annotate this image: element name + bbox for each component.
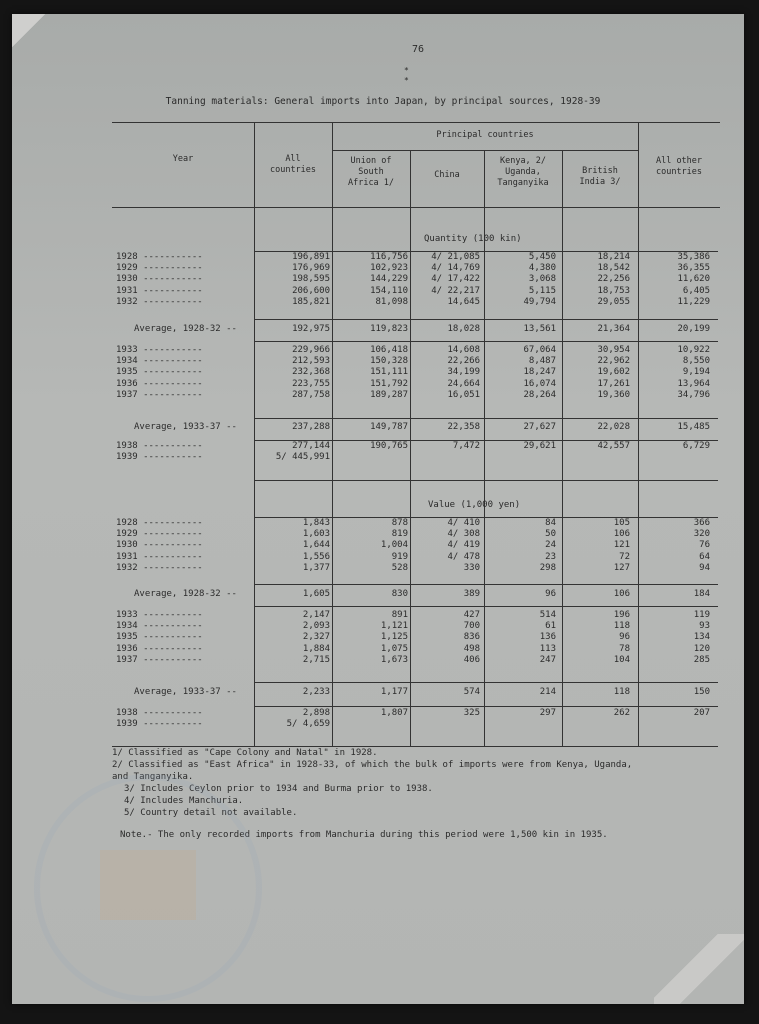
cell-column-other: 10,922 8,550 9,194 13,964 34,796 [677, 345, 710, 400]
average-kenya: 13,561 [523, 324, 556, 334]
cell-column-kenya: 5,450 4,380 3,068 5,115 49,794 [523, 252, 556, 307]
year-labels: 1933 ----------- 1934 ----------- 1935 ----------- 1936 ----------- 1937 ----------- [116, 610, 203, 665]
cell-column-all: 229,966 212,593 232,368 223,755 287,758 [292, 345, 330, 400]
cell-column-india: 196 118 96 78 104 [613, 610, 630, 665]
rule [410, 150, 411, 746]
ribbon-decoration [12, 14, 82, 54]
mark: * [404, 76, 409, 85]
average-india: 22,028 [597, 422, 630, 432]
cell-column-other: 119 93 134 120 285 [693, 610, 710, 665]
rule [254, 584, 718, 585]
cell-column-all: 2,898 5/ 4,659 [286, 708, 330, 730]
cell-column-union: 116,756 102,923 144,229 154,110 81,098 [370, 252, 408, 307]
mark: * [404, 66, 409, 75]
rule [562, 150, 563, 746]
average-all: 2,233 [302, 687, 330, 697]
cell-column-union: 190,765 [370, 441, 408, 451]
cell-column-kenya: 84 50 24 23 298 [539, 518, 556, 573]
cell-column-china: 7,472 [452, 441, 480, 451]
cell-column-china: 4/ 21,085 4/ 14,769 4/ 17,422 4/ 22,217 14,645 [431, 252, 480, 307]
footnote: and Tanganyika. [112, 772, 194, 782]
rule [112, 207, 720, 208]
rule [254, 122, 255, 746]
section-value: Value (1,000 yen) [428, 500, 521, 510]
footnote: 3/ Includes Ceylon prior to 1934 and Burma prior to 1938. [124, 784, 433, 794]
cell-column-all: 196,891 176,969 198,595 206,600 185,821 [292, 252, 330, 307]
average-china: 18,028 [447, 324, 480, 334]
year-labels: 1928 ----------- 1929 ----------- 1930 ----------- 1931 ----------- 1932 ----------- [116, 252, 203, 307]
year-labels: 1938 ----------- 1939 ----------- [116, 441, 203, 463]
footnote: 1/ Classified as "Cape Colony and Natal" in 1928. [112, 748, 378, 758]
average-all: 192,975 [292, 324, 330, 334]
cell-column-other: 35,386 36,355 11,620 6,405 11,229 [677, 252, 710, 307]
cell-column-all: 277,144 5/ 445,991 [275, 441, 330, 463]
average-other: 184 [693, 589, 710, 599]
seal-building-icon [100, 850, 196, 920]
average-all: 237,288 [292, 422, 330, 432]
average-kenya: 96 [545, 589, 556, 599]
cell-column-india: 30,954 22,962 19,602 17,261 19,360 [597, 345, 630, 400]
header-all-other: All other countries [655, 156, 703, 177]
average-union: 149,787 [370, 422, 408, 432]
rule [332, 150, 638, 151]
document-page [12, 14, 744, 1004]
cell-column-union: 891 1,121 1,125 1,075 1,673 [380, 610, 408, 665]
year-labels: 1928 ----------- 1929 ----------- 1930 ----------- 1931 ----------- 1932 ----------- [116, 518, 203, 573]
rule [254, 319, 718, 320]
average-label: Average, 1928-32 -- [134, 324, 237, 334]
rule [254, 606, 718, 607]
average-label: Average, 1928-32 -- [134, 589, 237, 599]
header-year: Year [172, 154, 194, 164]
cell-column-kenya: 67,064 8,487 18,247 16,074 28,264 [523, 345, 556, 400]
average-label: Average, 1933-37 -- [134, 687, 237, 697]
cell-column-union: 106,418 150,328 151,111 151,792 189,287 [370, 345, 408, 400]
table-title: Tanning materials: General imports into Japan, by principal sources, 1928-39 [165, 96, 601, 107]
year-labels: 1938 ----------- 1939 ----------- [116, 708, 203, 730]
cell-column-india: 262 [613, 708, 630, 718]
rule [332, 122, 333, 746]
average-kenya: 214 [539, 687, 556, 697]
cell-column-china: 4/ 410 4/ 308 4/ 419 4/ 478 330 [447, 518, 480, 573]
cell-column-union: 1,807 [380, 708, 408, 718]
footnote: 5/ Country detail not available. [124, 808, 298, 818]
cell-column-other: 366 320 76 64 94 [693, 518, 710, 573]
cell-column-kenya: 29,621 [523, 441, 556, 451]
average-china: 389 [463, 589, 480, 599]
cell-column-china: 427 700 836 498 406 [463, 610, 480, 665]
cell-column-union: 878 819 1,004 919 528 [380, 518, 408, 573]
footnote: 4/ Includes Manchuria. [124, 796, 244, 806]
rule [254, 341, 718, 342]
cell-column-all: 1,843 1,603 1,644 1,556 1,377 [302, 518, 330, 573]
header-principal-countries: Principal countries [436, 130, 534, 140]
rule [254, 706, 718, 707]
average-india: 21,364 [597, 324, 630, 334]
cell-column-china: 14,608 22,266 34,199 24,664 16,051 [447, 345, 480, 400]
cell-column-kenya: 514 61 136 113 247 [539, 610, 556, 665]
cell-column-other: 6,729 [682, 441, 710, 451]
rule [254, 418, 718, 419]
rule [254, 480, 718, 481]
average-india: 106 [613, 589, 630, 599]
cell-column-other: 207 [693, 708, 710, 718]
cell-column-kenya: 297 [539, 708, 556, 718]
average-other: 150 [693, 687, 710, 697]
cell-column-china: 325 [463, 708, 480, 718]
average-union: 119,823 [370, 324, 408, 334]
note: Note.- The only recorded imports from Manchuria during this period were 1,500 kin in 1935. [120, 830, 608, 840]
ribbon-decoration [654, 934, 744, 1004]
page-number: 76 [412, 44, 425, 55]
cell-column-india: 42,557 [597, 441, 630, 451]
header-kenya: Kenya, 2/ Uganda, Tanganyika [497, 156, 549, 188]
section-quantity: Quantity (100 kin) [424, 234, 522, 244]
average-union: 1,177 [380, 687, 408, 697]
rule [112, 122, 720, 123]
university-seal-watermark [34, 774, 262, 1002]
cell-column-india: 105 106 121 72 127 [613, 518, 630, 573]
cell-column-all: 2,147 2,093 2,327 1,884 2,715 [302, 610, 330, 665]
header-british-india: British India 3/ [579, 166, 621, 187]
average-other: 15,485 [677, 422, 710, 432]
footnote: 2/ Classified as "East Africa" in 1928-33, of which the bulk of imports were from Kenya, Uganda, [112, 760, 633, 770]
year-labels: 1933 ----------- 1934 ----------- 1935 ----------- 1936 ----------- 1937 ----------- [116, 345, 203, 400]
average-all: 1,605 [302, 589, 330, 599]
average-label: Average, 1933-37 -- [134, 422, 237, 432]
header-union-south-africa: Union of South Africa 1/ [347, 156, 395, 188]
cell-column-india: 18,214 18,542 22,256 18,753 29,055 [597, 252, 630, 307]
header-china: China [434, 170, 460, 180]
rule [638, 122, 639, 746]
average-kenya: 27,627 [523, 422, 556, 432]
average-india: 118 [613, 687, 630, 697]
header-all-countries: All countries [269, 154, 317, 175]
average-china: 574 [463, 687, 480, 697]
rule [254, 682, 718, 683]
average-china: 22,358 [447, 422, 480, 432]
average-union: 830 [391, 589, 408, 599]
average-other: 20,199 [677, 324, 710, 334]
